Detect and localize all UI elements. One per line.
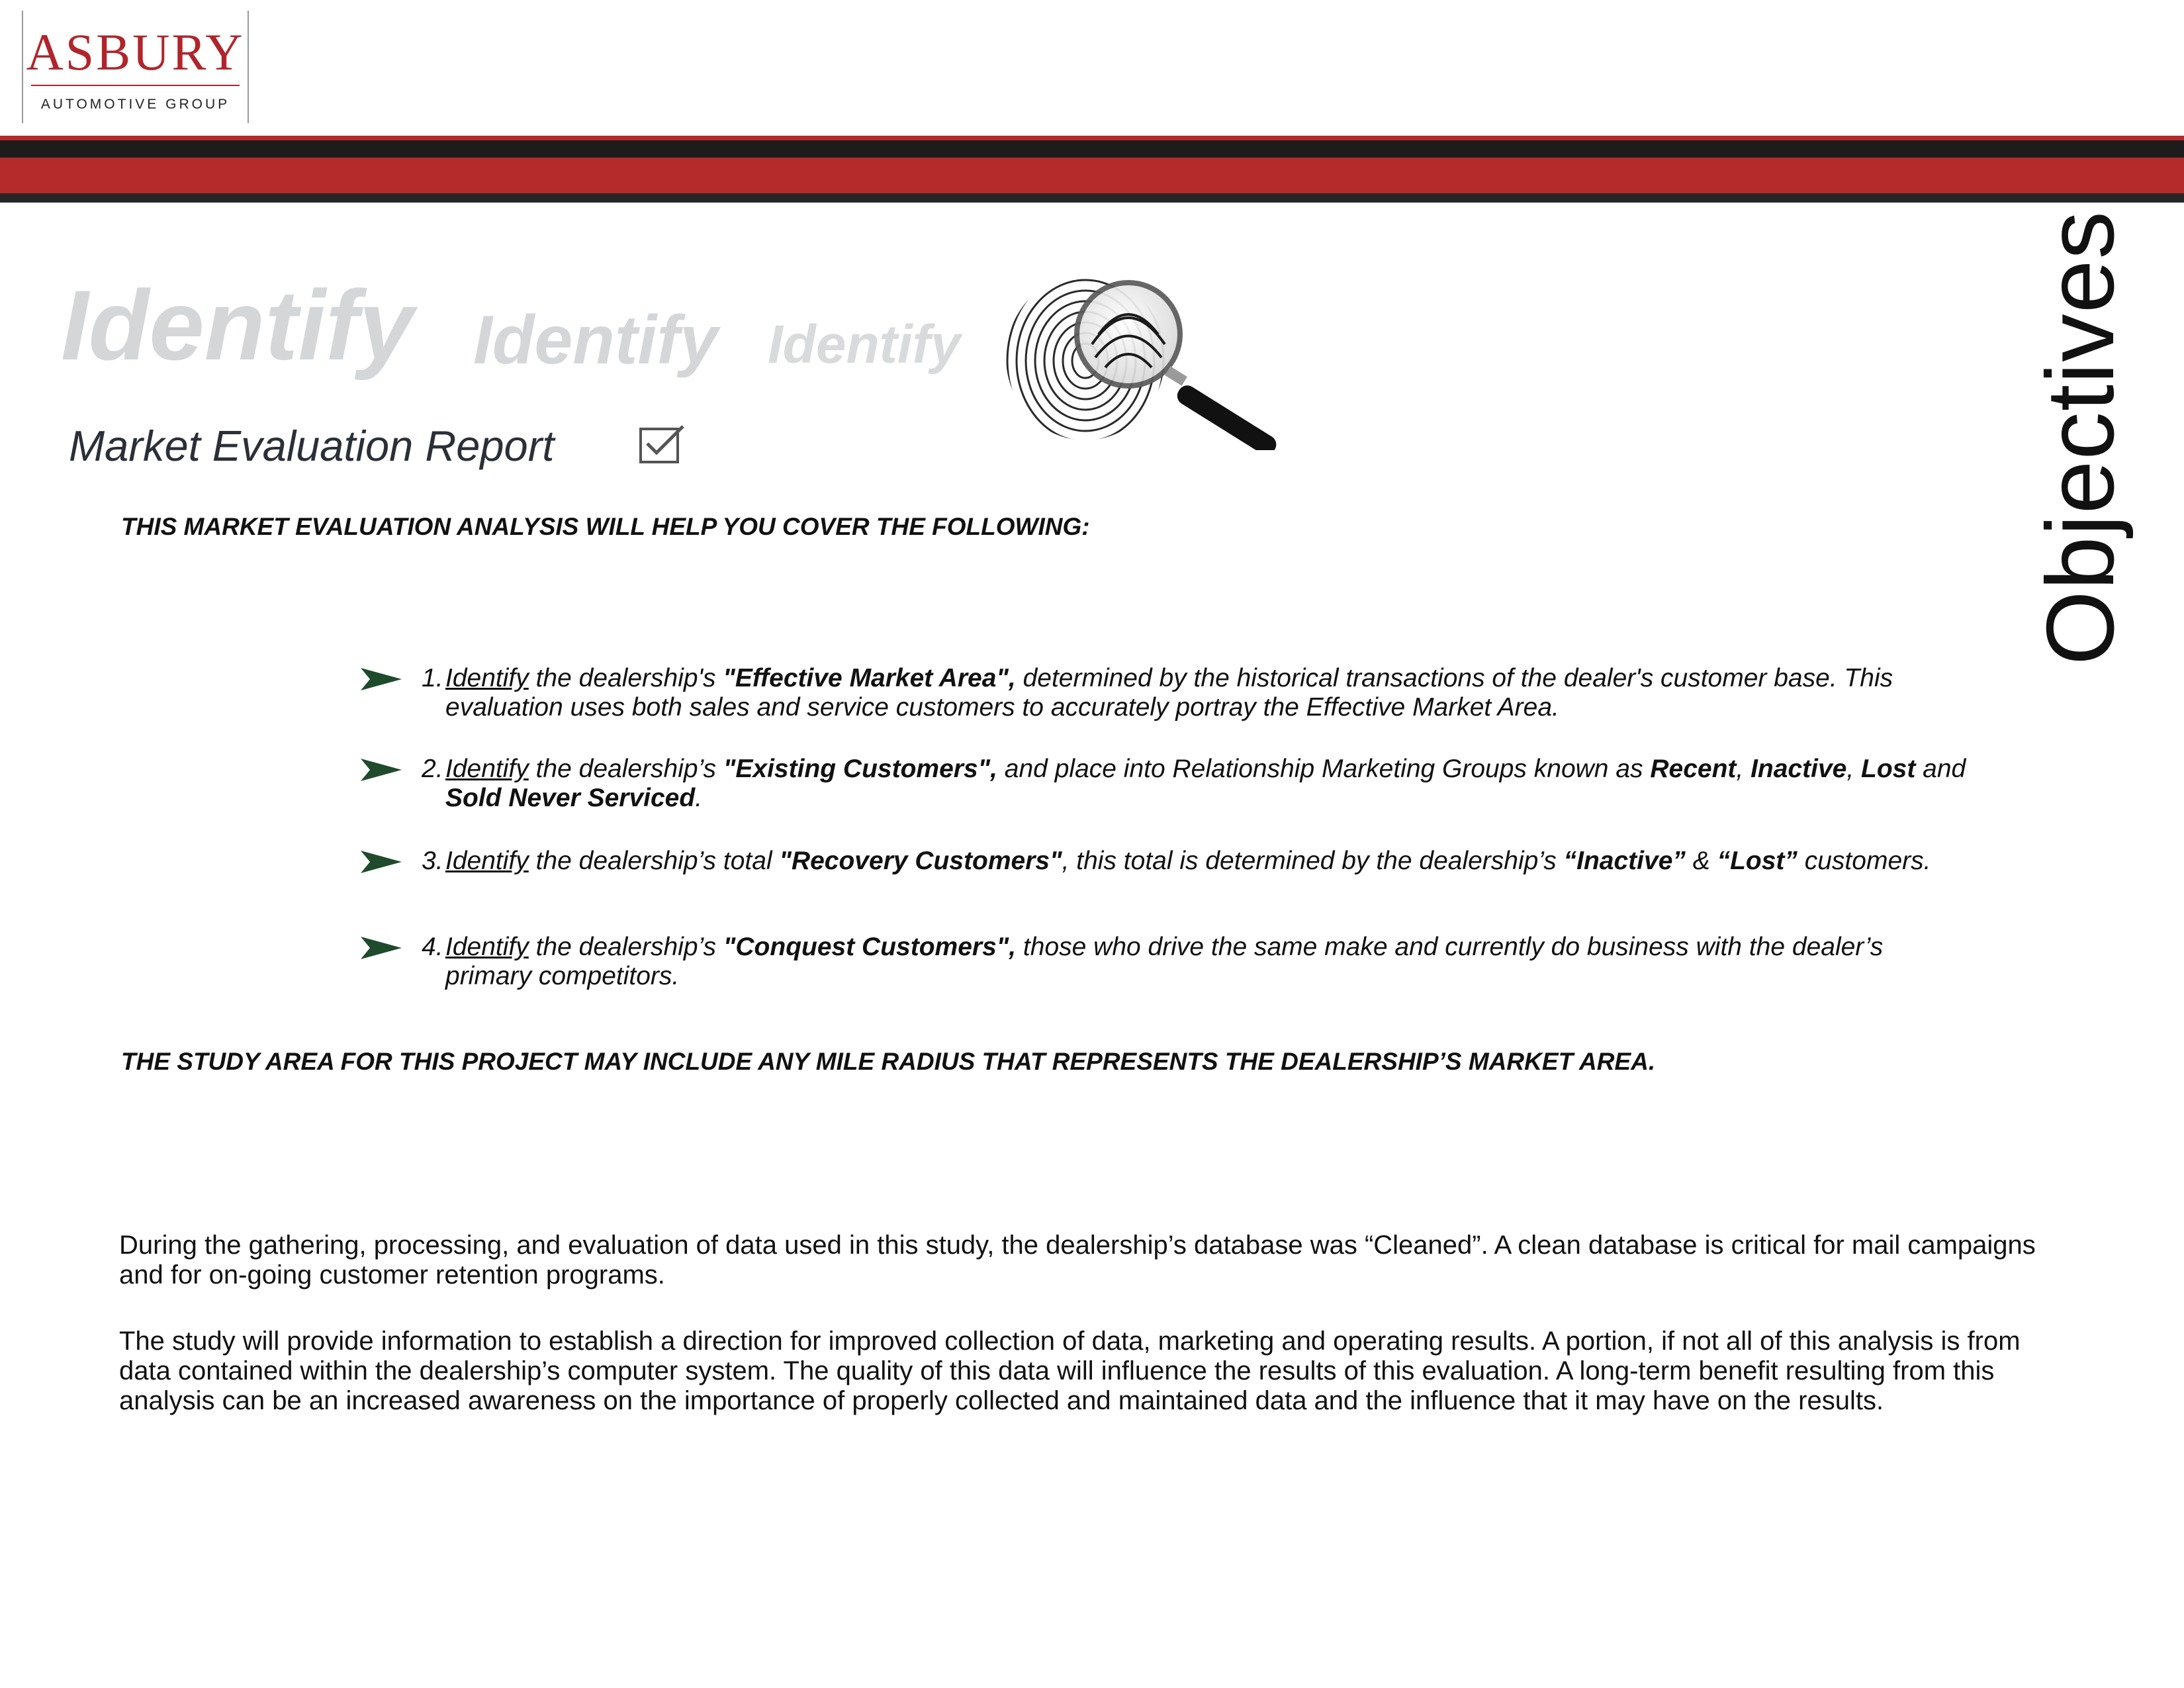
objective-text-part: , [1736, 755, 1751, 783]
arrow-bullet-icon [361, 757, 402, 782]
objective-term: "Conquest Customers", [723, 933, 1017, 961]
objective-text-part: customers. [1797, 847, 1931, 875]
objective-text-part: . [695, 784, 703, 812]
objective-term: Recent [1650, 755, 1737, 783]
objective-lead: Identify [445, 933, 529, 961]
objective-text [445, 755, 1968, 813]
header-band-red [0, 158, 2184, 193]
objective-lead: Identify [445, 847, 529, 875]
objective-term: "Effective Market Area", [723, 664, 1016, 692]
objective-text-part: those who drive the same make and currently do business with the dealer’s primary competitors. [445, 933, 1884, 990]
objective-text-part: the dealership's [528, 664, 723, 692]
identify-watermark-medium: Identify [473, 302, 718, 379]
magnifier-fingerprint-icon [986, 271, 1297, 450]
objective-number: 3. [422, 847, 443, 875]
objective-term: “Lost” [1717, 847, 1797, 875]
checkbox-icon [638, 424, 686, 465]
objective-text-part: determined by the historical transactions of the dealer's customer base. This evaluation uses both sales and service customers to accurately portray the Effective Market Area. [445, 664, 1893, 722]
arrow-bullet-icon [361, 935, 402, 961]
objective-lead: Identify [445, 664, 529, 692]
identify-watermark-large: Identify [61, 269, 414, 381]
objective-text-part: and place into Relationship Marketing Groups known as [997, 755, 1651, 783]
header-band-top [0, 136, 2184, 140]
objective-term: “Inactive” [1563, 847, 1686, 875]
objective-lead: Identify [445, 755, 529, 783]
objective-term: Lost [1861, 755, 1916, 783]
objective-text-part: the dealership’s [528, 933, 723, 961]
logo-wordmark: ASBURY [26, 23, 245, 81]
objective-term: "Existing Customers", [723, 755, 997, 783]
intro-heading: THIS MARKET EVALUATION ANALYSIS WILL HELP YOU COVER THE FOLLOWING: [121, 513, 1090, 540]
study-area-heading: THE STUDY AREA FOR THIS PROJECT MAY INCLUDE ANY MILE RADIUS THAT REPRESENTS THE DEALERSHIP’S MARKET AREA. [121, 1048, 1656, 1075]
objective-text [445, 847, 1968, 876]
objective-text-part: and [1915, 755, 1966, 783]
objective-number: 2. [422, 755, 443, 783]
asbury-logo [22, 11, 249, 123]
body-paragraph: During the gathering, processing, and evaluation of data used in this study, the dealership’s database was “Cleaned”. A clean database is critical for mail campaigns and for on-going customer retention programs. [119, 1231, 2036, 1289]
arrow-bullet-icon [361, 667, 402, 692]
objectives-side-label: Objectives [2026, 211, 2134, 665]
header-band-bottom [0, 193, 2184, 203]
objective-term: "Recovery Customers" [779, 847, 1062, 875]
objective-number: 1. [422, 664, 443, 692]
body-paragraph: The study will provide information to establish a direction for improved collection of data, marketing and operating results. A portion, if not all of this analysis is from data contained within the dealership’s computer system. The quality of this data will influence the results of this evaluation. A long-term benefit resulting from this analysis can be an increased awareness on the importance of properly collected and maintained data and the influence that it may have on the results. [119, 1327, 2021, 1415]
identify-watermark-small: Identify [768, 314, 961, 375]
objective-text [445, 664, 1968, 722]
header-band-dark [0, 140, 2184, 158]
logo-rule [31, 85, 240, 86]
objective-text-part: , this total is determined by the dealership’s [1062, 847, 1564, 875]
objective-term: Inactive [1751, 755, 1847, 783]
report-title: Market Evaluation Report [69, 422, 555, 470]
objective-text-part: the dealership’s [528, 755, 723, 783]
objective-text [445, 933, 1968, 991]
objective-term: Sold Never Serviced [445, 784, 696, 812]
objective-text-part: the dealership’s total [528, 847, 780, 875]
objective-number: 4. [422, 933, 443, 961]
objective-text-part: & [1685, 847, 1717, 875]
arrow-bullet-icon [361, 849, 402, 874]
objective-text-part: , [1846, 755, 1861, 783]
logo-subtitle: AUTOMOTIVE GROUP [40, 97, 230, 112]
